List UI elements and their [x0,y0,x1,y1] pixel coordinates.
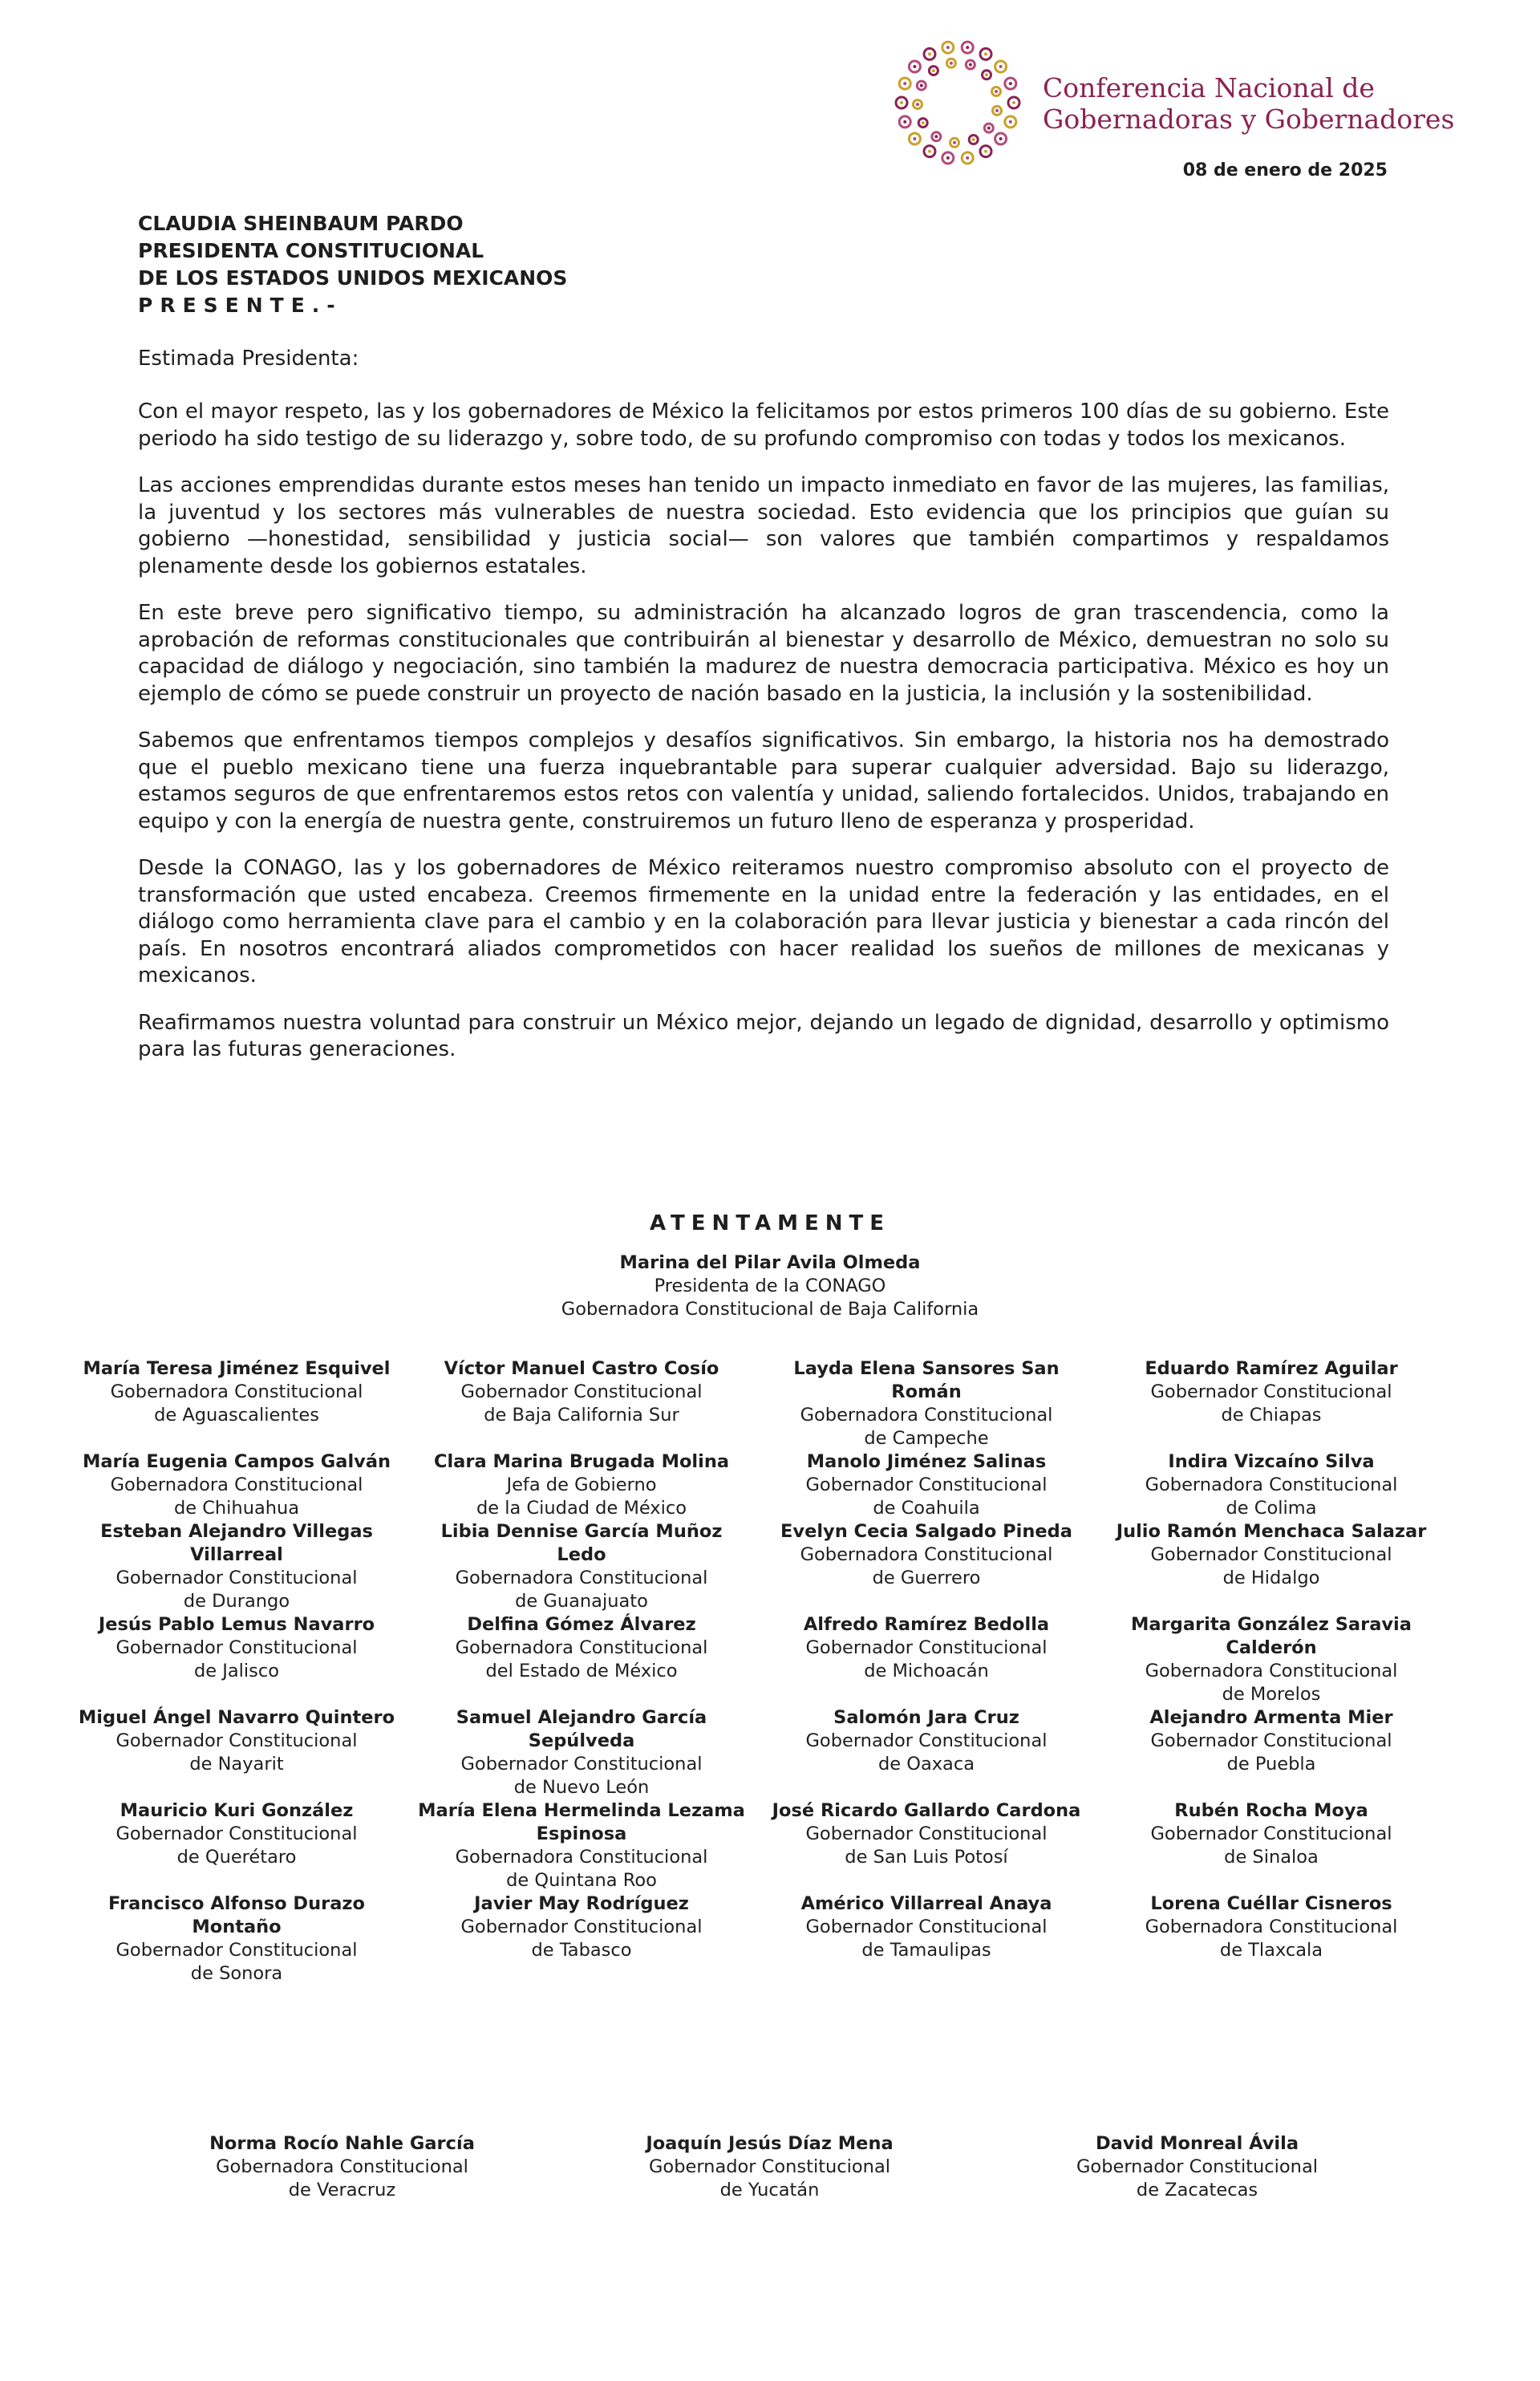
conago-logo-icon [886,35,1030,170]
body-paragraph: Las acciones emprendidas durante estos meses han tenido un impacto inmediato en favor de las mujeres, las familias, la juventud y los sectores más vulnerables de nuestra sociedad. Esto evidencia que los principios que guían su gobierno —honestidad, sensibilidad y justicia social— son valores que también compartimos y respaldamos plenamente desde los gobiernos estatales. [138,473,1389,578]
signatory-name: Lorena Cuéllar Cisneros [1150,1893,1392,1914]
signatory-block [64,1520,409,1613]
signatory-place: de San Luis Potosí [845,1847,1008,1868]
signatory-block [409,1706,754,1799]
signatory-place: del Estado de México [485,1661,678,1681]
logo-spiral-center [916,103,919,106]
signatory-place: de Campeche [864,1428,989,1449]
letter-body [138,399,1389,1084]
logo-spiral-center [985,73,988,76]
signatory-name: María Eugenia Campos Galván [82,1451,391,1472]
signatory-block [64,1706,409,1799]
signatory-place: de Guanajuato [515,1591,648,1612]
signatory-block [983,2132,1411,2202]
logo-spiral-center [953,141,956,144]
signatory-place: de Durango [183,1591,290,1612]
signatory-name: Evelyn Cecia Salgado Pineda [780,1521,1072,1542]
signatory-title: Gobernador Constitucional [116,1823,358,1844]
signatory-title: Gobernador Constitucional [805,1917,1048,1937]
signatory-title: Gobernador Constitucional [1150,1381,1392,1402]
signatory-title: Gobernador Constitucional [649,2156,890,2177]
signatory-title: Gobernadora Constitucional [216,2156,468,2177]
logo-spiral-center [903,120,906,124]
logo-spiral-center [913,137,916,140]
signatory-name: Francisco Alfonso Durazo Montaño [108,1893,365,1937]
signatory-block [64,1450,409,1520]
addressee-name: CLAUDIA SHEINBAUM PARDO [138,212,464,235]
addressee-presente: PRESENTE.- [138,294,342,317]
signatory-place: de Jalisco [193,1661,280,1681]
signatory-block [1099,1520,1444,1613]
signatory-title: Gobernadora Constitucional [455,1847,708,1868]
addressee-title: PRESIDENTA CONSTITUCIONAL [138,239,484,262]
signatory-block [1099,1357,1444,1450]
signatory-name: Alejandro Armenta Mier [1149,1707,1393,1728]
logo-spiral-center [934,135,938,138]
signatory-title: Gobernadora Constitucional [455,1568,708,1588]
organization-name-line1: Conferencia Nacional de [1043,72,1375,103]
closing-atentamente: ATENTAMENTE [649,1211,891,1235]
signatory-block [754,1799,1099,1892]
signatory-name: Julio Ramón Menchaca Salazar [1116,1521,1427,1542]
signatory-name: Rubén Rocha Moya [1174,1800,1368,1821]
signatory-name: Layda Elena Sansores San Román [793,1358,1060,1402]
logo-spiral-center [969,63,972,67]
logo-spiral-center [1012,101,1015,104]
logo-spiral-center [946,46,950,49]
signatory-title: Gobernadora Constitucional [800,1544,1053,1565]
logo-spiral-center [1009,120,1012,124]
signatory-place: de Zacatecas [1136,2180,1258,2200]
signatory-block [409,1613,754,1706]
lead-signatory-role: Presidenta de la CONAGO [654,1276,886,1296]
signatory-place: de Sinaloa [1224,1847,1319,1868]
signatory-name: Clara Marina Brugada Molina [433,1451,730,1472]
signatory-title: Gobernador Constitucional [1150,1823,1392,1844]
lead-signatory-name: Marina del Pilar Avila Olmeda [619,1252,921,1273]
signatory-title: Gobernadora Constitucional [1145,1474,1398,1495]
signatory-name: Mauricio Kuri González [120,1800,354,1821]
signatory-name: Miguel Ángel Navarro Quintero [78,1707,395,1728]
signatory-block [754,1706,1099,1799]
signatory-block [64,1357,409,1450]
logo-spiral-center [984,52,987,55]
lead-signatory-title: Gobernadora Constitucional de Baja California [561,1299,979,1320]
logo-spiral-center [928,150,931,153]
signatory-place: de Veracruz [288,2180,396,2200]
signatory-title: Gobernador Constitucional [1150,1544,1392,1565]
signatory-block [64,1799,409,1892]
signatory-place: de Morelos [1222,1684,1321,1705]
signatory-name: Eduardo Ramírez Aguilar [1145,1358,1398,1379]
body-paragraph: Reafirmamos nuestra voluntad para construir un México mejor, dejando un legado de dignidad, desarrollo y optimismo para las futuras generaciones. [138,1010,1389,1061]
body-paragraph: En este breve pero significativo tiempo, su administración ha alcanzado logros de gran trascendencia, como la aprobación de reformas constitucionales que contribuirán al bienestar y desarrollo de México, demuestran no solo su capacidad de diálogo y negociación, sino también la madurez de nuestra democracia participativa. México es hoy un ejemplo de cómo se puede construir un proyecto de nación basado en la justicia, la inclusión y la sostenibilidad. [138,601,1389,706]
signatory-block [128,2132,556,2202]
signatory-title: Gobernador Constitucional [460,1381,703,1402]
signatories-grid [64,1357,1444,1986]
signatory-name: Norma Rocío Nahle García [209,2133,475,2154]
signatory-title: Gobernador Constitucional [460,1917,703,1937]
signatory-title: Gobernador Constitucional [805,1730,1048,1751]
signatory-place: de Tamaulipas [861,1940,991,1961]
signatory-place: de Chihuahua [173,1498,300,1519]
signatory-place: de Yucatán [719,2180,820,2200]
logo-spiral-center [922,121,925,124]
logo-spiral-center [950,62,953,65]
signatory-title: Gobernador Constitucional [116,1730,358,1751]
signatory-name: Joaquín Jesús Díaz Mena [646,2133,894,2154]
signatory-title: Gobernador Constitucional [460,1754,703,1775]
signatory-block [1099,1799,1444,1892]
letter-date: 08 de enero de 2025 [1182,160,1388,181]
signatory-place: de Quintana Roo [506,1870,657,1891]
signatory-place: de Nayarit [189,1754,284,1775]
signatory-title: Gobernador Constitucional [805,1474,1048,1495]
signatory-name: Esteban Alejandro Villegas Villarreal [100,1521,373,1565]
signatory-title: Gobernador Constitucional [116,1637,358,1658]
logo-spiral-center [999,65,1003,68]
signatory-block [409,1450,754,1520]
logo-spiral-center [946,156,950,160]
signatory-name: Jesús Pablo Lemus Navarro [98,1614,375,1635]
logo-spiral-center [932,69,935,72]
logo-spiral-center [913,65,916,68]
signatory-place: de Puebla [1226,1754,1316,1775]
signatories-last-row [128,2132,1412,2202]
signatory-block [754,1520,1099,1613]
salutation: Estimada Presidenta: [138,347,359,371]
signatory-place: de Sonora [190,1963,283,1984]
signatory-name: Salomón Jara Cruz [833,1707,1019,1728]
signatory-block [754,1357,1099,1450]
signatory-title: Gobernador Constitucional [805,1823,1048,1844]
signatory-block [409,1799,754,1892]
signatory-place: de Aguascalientes [154,1405,319,1426]
signatory-name: Américo Villarreal Anaya [800,1893,1052,1914]
signatory-place: de Oaxaca [877,1754,975,1775]
signatory-block [556,2132,983,2202]
signatory-title: Gobernador Constitucional [1076,2156,1318,2177]
signatory-title: Gobernadora Constitucional [1145,1661,1398,1681]
signatory-block [409,1520,754,1613]
body-paragraph: Desde la CONAGO, las y los gobernadores de México reiteramos nuestro compromiso absoluto con el proyecto de transformación que usted encabeza. Creemos firmemente en la unidad entre la federación y las entidades, en el diálogo como herramienta clave para el cambio y en la colaboración para llevar justicia y bienestar a cada rincón del país. En nosotros encontrará aliados comprometidos con hacer realidad los sueños de millones de mexicanas y mexicanos. [138,856,1389,988]
signatory-name: José Ricardo Gallardo Cardona [772,1800,1081,1821]
signatory-block [1099,1706,1444,1799]
logo-spiral-center [900,101,903,104]
signatory-title: Jefa de Gobierno [506,1474,657,1495]
logo-spiral-center [966,156,969,160]
logo-spiral-center [1009,82,1012,85]
signatory-title: Gobernadora Constitucional [1145,1917,1398,1937]
signatory-place: de Guerrero [872,1568,981,1588]
lead-signatory [0,1251,1540,1321]
signatory-block [754,1892,1099,1986]
signatory-place: de Tabasco [531,1940,632,1961]
body-paragraph: Con el mayor respeto, las y los gobernadores de México la felicitamos por estos primeros 100 días de su gobierno. Este periodo ha sido testigo de su liderazgo y, sobre todo, de su profundo compromiso con todas y todos los mexicanos. [138,400,1389,451]
signatory-block [1099,1450,1444,1520]
signatory-block [754,1450,1099,1520]
signatory-place: de Chiapas [1221,1405,1322,1426]
signatory-name: David Monreal Ávila [1095,2133,1299,2154]
signatory-name: Víctor Manuel Castro Cosío [444,1358,719,1379]
signatory-place: de Tlaxcala [1219,1940,1323,1961]
addressee-title-continued: DE LOS ESTADOS UNIDOS MEXICANOS [138,266,568,290]
organization-name [1043,72,1460,135]
signatory-name: Delfina Gómez Álvarez [467,1614,696,1635]
signatory-place: de Hidalgo [1222,1568,1320,1588]
signatory-name: Samuel Alejandro García Sepúlveda [456,1707,707,1751]
signatory-place: de Michoacán [864,1661,989,1681]
signatory-name: María Teresa Jiménez Esquivel [83,1358,391,1379]
signatory-name: Alfredo Ramírez Bedolla [803,1614,1050,1635]
body-paragraph: Sabemos que enfrentamos tiempos complejos y desafíos significativos. Sin embargo, la historia nos ha demostrado que el pueblo mexicano tiene una fuerza inquebrantable para superar cualquier adversidad. Bajo su liderazgo, estamos seguros de que enfrentaremos estos retos con valentía y unidad, saliendo fortalecidos. Unidos, trabajando en equipo y con la energía de nuestra gente, construiremos un futuro lleno de esperanza y prosperidad. [138,728,1389,834]
signatory-place: de Querétaro [176,1847,297,1868]
logo-spiral-center [920,84,923,87]
signatory-place: de Nuevo León [513,1777,650,1798]
signatory-block [409,1357,754,1450]
organization-name-line2: Gobernadoras y Gobernadores [1043,103,1455,135]
logo-spiral-center [995,90,998,93]
signatory-name: Javier May Rodríguez [474,1893,689,1914]
logo-spiral-center [903,82,906,85]
signatory-block [1099,1613,1444,1706]
signatory-place: de la Ciudad de México [476,1498,687,1519]
logo-spiral-center [972,138,975,141]
signatory-place: de Colima [1226,1498,1317,1519]
signatory-name: Indira Vizcaíno Silva [1168,1451,1375,1472]
signatory-name: Manolo Jiménez Salinas [806,1451,1047,1472]
addressee-block [138,210,860,319]
logo-spiral-center [966,46,969,49]
signatory-block [754,1613,1099,1706]
signatory-title: Gobernador Constitucional [1150,1730,1392,1751]
logo-spiral-center [984,150,987,153]
signatory-name: María Elena Hermelinda Lezama Espinosa [418,1800,745,1844]
signatory-title: Gobernador Constitucional [805,1637,1048,1658]
signatory-title: Gobernador Constitucional [116,1568,358,1588]
signatory-block [409,1892,754,1986]
logo-spiral-center [987,127,991,130]
signatory-place: de Baja California Sur [484,1405,679,1426]
signatory-name: Libia Dennise García Muñoz Ledo [440,1521,723,1565]
signatory-block [1099,1892,1444,1986]
signatory-name: Margarita González Saravia Calderón [1131,1614,1412,1658]
logo-spiral-center [999,137,1003,140]
signatory-title: Gobernadora Constitucional [800,1405,1053,1426]
logo-spiral-center [928,52,931,55]
signatory-place: de Coahuila [873,1498,980,1519]
signatory-block [64,1613,409,1706]
signatory-block [64,1892,409,1986]
signatory-title: Gobernadora Constitucional [110,1474,363,1495]
signatory-title: Gobernadora Constitucional [110,1381,363,1402]
signatory-title: Gobernadora Constitucional [455,1637,708,1658]
signatory-title: Gobernador Constitucional [116,1940,358,1961]
logo-spiral-center [995,109,999,112]
